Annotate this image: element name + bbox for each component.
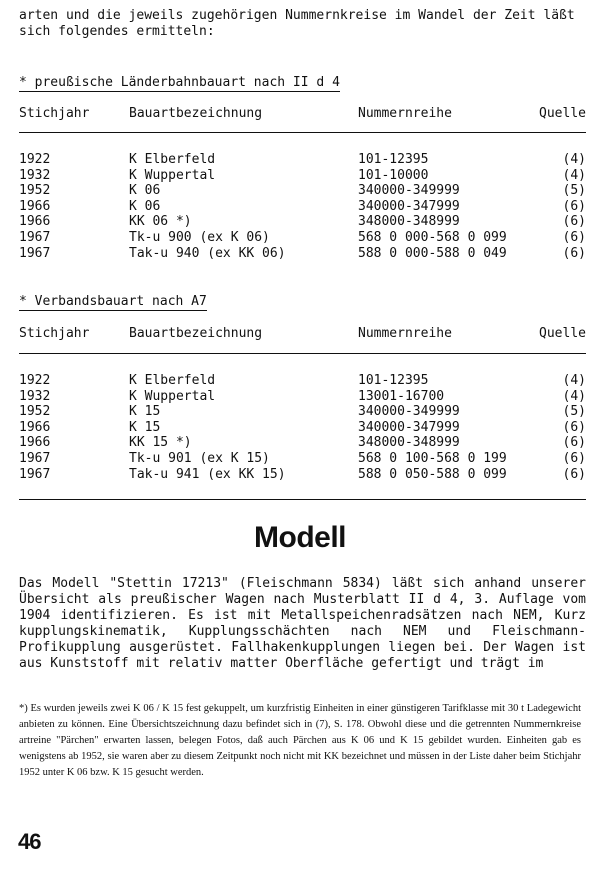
cell-year: 1966 — [19, 419, 51, 435]
cell-year: 1967 — [19, 466, 51, 482]
cell-source: (4) — [562, 152, 586, 167]
cell-year: 1922 — [19, 373, 51, 388]
footnote: *) Es wurden jeweils zwei K 06 / K 15 fest gekuppelt, um kurzfristig Einheiten in einer günstigeren Tarifklasse mit 30 t Ladegewicht anbieten zu können. Eine Übersichtszeichnung dazu befindet sich in (7), S. 178. Obwohl diese und die getrennten Nummernkreise artreine "Pärchen" erwarten lassen, belegen Fotos, daß auch Pärchen aus K 06 und K 15 gebildet wurden. Einheiten gab es wenigstens ab 1952, sie waren aber zu diesem Zeitpunkt noch nicht mit KK bezeichnet und müssen in der Liste daher beim Stichjahr 1952 unter K 06 bzw. K 15 gesucht werden. — [19, 703, 581, 778]
header-bauartbezeichnung: Bauartbezeichnung — [129, 106, 263, 121]
cell-source: (4) — [562, 373, 586, 388]
table-body-verbandsbauart — [0, 373, 600, 482]
table-header-prussian — [0, 106, 600, 122]
cell-source: (6) — [562, 450, 586, 466]
cell-designation: KK 06 *) — [129, 214, 192, 230]
header-stichjahr: Stichjahr — [19, 106, 90, 121]
cell-year: 1966 — [19, 198, 51, 214]
cell-designation: Tk-u 901 (ex K 15) — [129, 450, 270, 466]
cell-number-range: 348000-348999 — [358, 214, 460, 230]
cell-number-range: 101-10000 — [358, 167, 429, 183]
header-nummernreihe: Nummernreihe — [358, 326, 452, 341]
cell-designation: K Elberfeld — [129, 373, 216, 388]
cell-source: (6) — [562, 214, 586, 230]
header-stichjahr: Stichjahr — [19, 326, 90, 341]
table-row — [0, 389, 600, 405]
section-title-verbandsbauart — [19, 294, 207, 310]
cell-number-range: 340000-347999 — [358, 419, 460, 435]
cell-designation: Tak-u 940 (ex KK 06) — [129, 245, 286, 261]
cell-number-range: 13001-16700 — [358, 388, 445, 404]
intro-text: arten und die jeweils zugehörigen Nummernkreise im Wandel der Zeit läßt sich folgendes ermitteln: — [19, 8, 575, 39]
cell-number-range: 588 0 050-588 0 099 — [358, 466, 507, 482]
header-bauartbezeichnung: Bauartbezeichnung — [129, 326, 263, 341]
page-number: 46 — [18, 829, 41, 854]
cell-year: 1952 — [19, 404, 51, 420]
header-quelle: Quelle — [539, 326, 586, 341]
table-divider — [19, 353, 586, 354]
header-quelle: Quelle — [539, 106, 586, 121]
cell-source: (4) — [562, 167, 586, 183]
table-row — [0, 373, 600, 389]
table-row — [0, 420, 600, 436]
table-row — [0, 183, 600, 199]
cell-designation: K Wuppertal — [129, 167, 216, 183]
cell-year: 1967 — [19, 245, 51, 261]
cell-designation: K 15 — [129, 419, 161, 435]
cell-number-range: 340000-349999 — [358, 404, 460, 420]
cell-source: (4) — [562, 388, 586, 404]
cell-source: (6) — [562, 466, 586, 482]
page-heading-modell: Modell — [254, 521, 346, 554]
cell-source: (6) — [562, 419, 586, 435]
cell-designation: K 06 — [129, 198, 161, 214]
table-row — [0, 230, 600, 246]
table-header-verbandsbauart — [0, 326, 600, 342]
cell-designation: K 15 — [129, 404, 161, 420]
table-row — [0, 435, 600, 451]
cell-number-range: 101-12395 — [358, 152, 429, 167]
cell-number-range: 568 0 000-568 0 099 — [358, 229, 507, 245]
cell-source: (6) — [562, 435, 586, 451]
cell-number-range: 340000-347999 — [358, 198, 460, 214]
cell-source: (5) — [562, 183, 586, 199]
cell-year: 1932 — [19, 167, 51, 183]
cell-year: 1967 — [19, 450, 51, 466]
table-row — [0, 404, 600, 420]
cell-source: (6) — [562, 198, 586, 214]
cell-designation: Tk-u 900 (ex K 06) — [129, 229, 270, 245]
cell-designation: Tak-u 941 (ex KK 15) — [129, 466, 286, 482]
table-row — [0, 152, 600, 168]
cell-year: 1932 — [19, 388, 51, 404]
cell-number-range: 568 0 100-568 0 199 — [358, 450, 507, 466]
cell-source: (5) — [562, 404, 586, 420]
table-row — [0, 214, 600, 230]
section-title-text: * preußische Länderbahnbauart nach II d 4 — [19, 75, 340, 90]
table-row — [0, 168, 600, 184]
section-divider — [19, 499, 586, 500]
cell-designation: KK 15 *) — [129, 435, 192, 451]
cell-number-range: 340000-349999 — [358, 183, 460, 199]
section-title-text: * Verbandsbauart nach A7 — [19, 294, 207, 309]
table-row — [0, 199, 600, 215]
cell-year: 1922 — [19, 152, 51, 167]
cell-number-range: 348000-348999 — [358, 435, 460, 451]
body-paragraph: Das Modell "Stettin 17213" (Fleischmann 5834) läßt sich anhand unserer Übersicht als preußischer Wagen nach Musterblatt II d 4, 3. Auflage vom 1904 identifizieren. Es ist mit Metallspeichenradsätzen nach NEM, Kurz kupplungskinematik, Kupplungsschächten nach NEM und Fleischmann-Profikupplung ausgerüstet. Fallhakenkupplungen liegen bei. Der Wagen ist aus Kunststoff mit relativ matter Oberfläche gefertigt und trägt im — [19, 576, 586, 671]
table-divider — [19, 132, 586, 133]
cell-year: 1966 — [19, 214, 51, 230]
cell-designation: K 06 — [129, 183, 161, 199]
cell-year: 1967 — [19, 229, 51, 245]
table-body-prussian — [0, 152, 600, 261]
cell-source: (6) — [562, 245, 586, 261]
cell-designation: K Elberfeld — [129, 152, 216, 167]
cell-designation: K Wuppertal — [129, 388, 216, 404]
table-row — [0, 246, 600, 262]
table-row — [0, 467, 600, 483]
table-row — [0, 451, 600, 467]
section-title-prussian — [19, 75, 340, 91]
cell-source: (6) — [562, 229, 586, 245]
cell-number-range: 101-12395 — [358, 373, 429, 388]
cell-number-range: 588 0 000-588 0 049 — [358, 245, 507, 261]
header-nummernreihe: Nummernreihe — [358, 106, 452, 121]
cell-year: 1966 — [19, 435, 51, 451]
cell-year: 1952 — [19, 183, 51, 199]
